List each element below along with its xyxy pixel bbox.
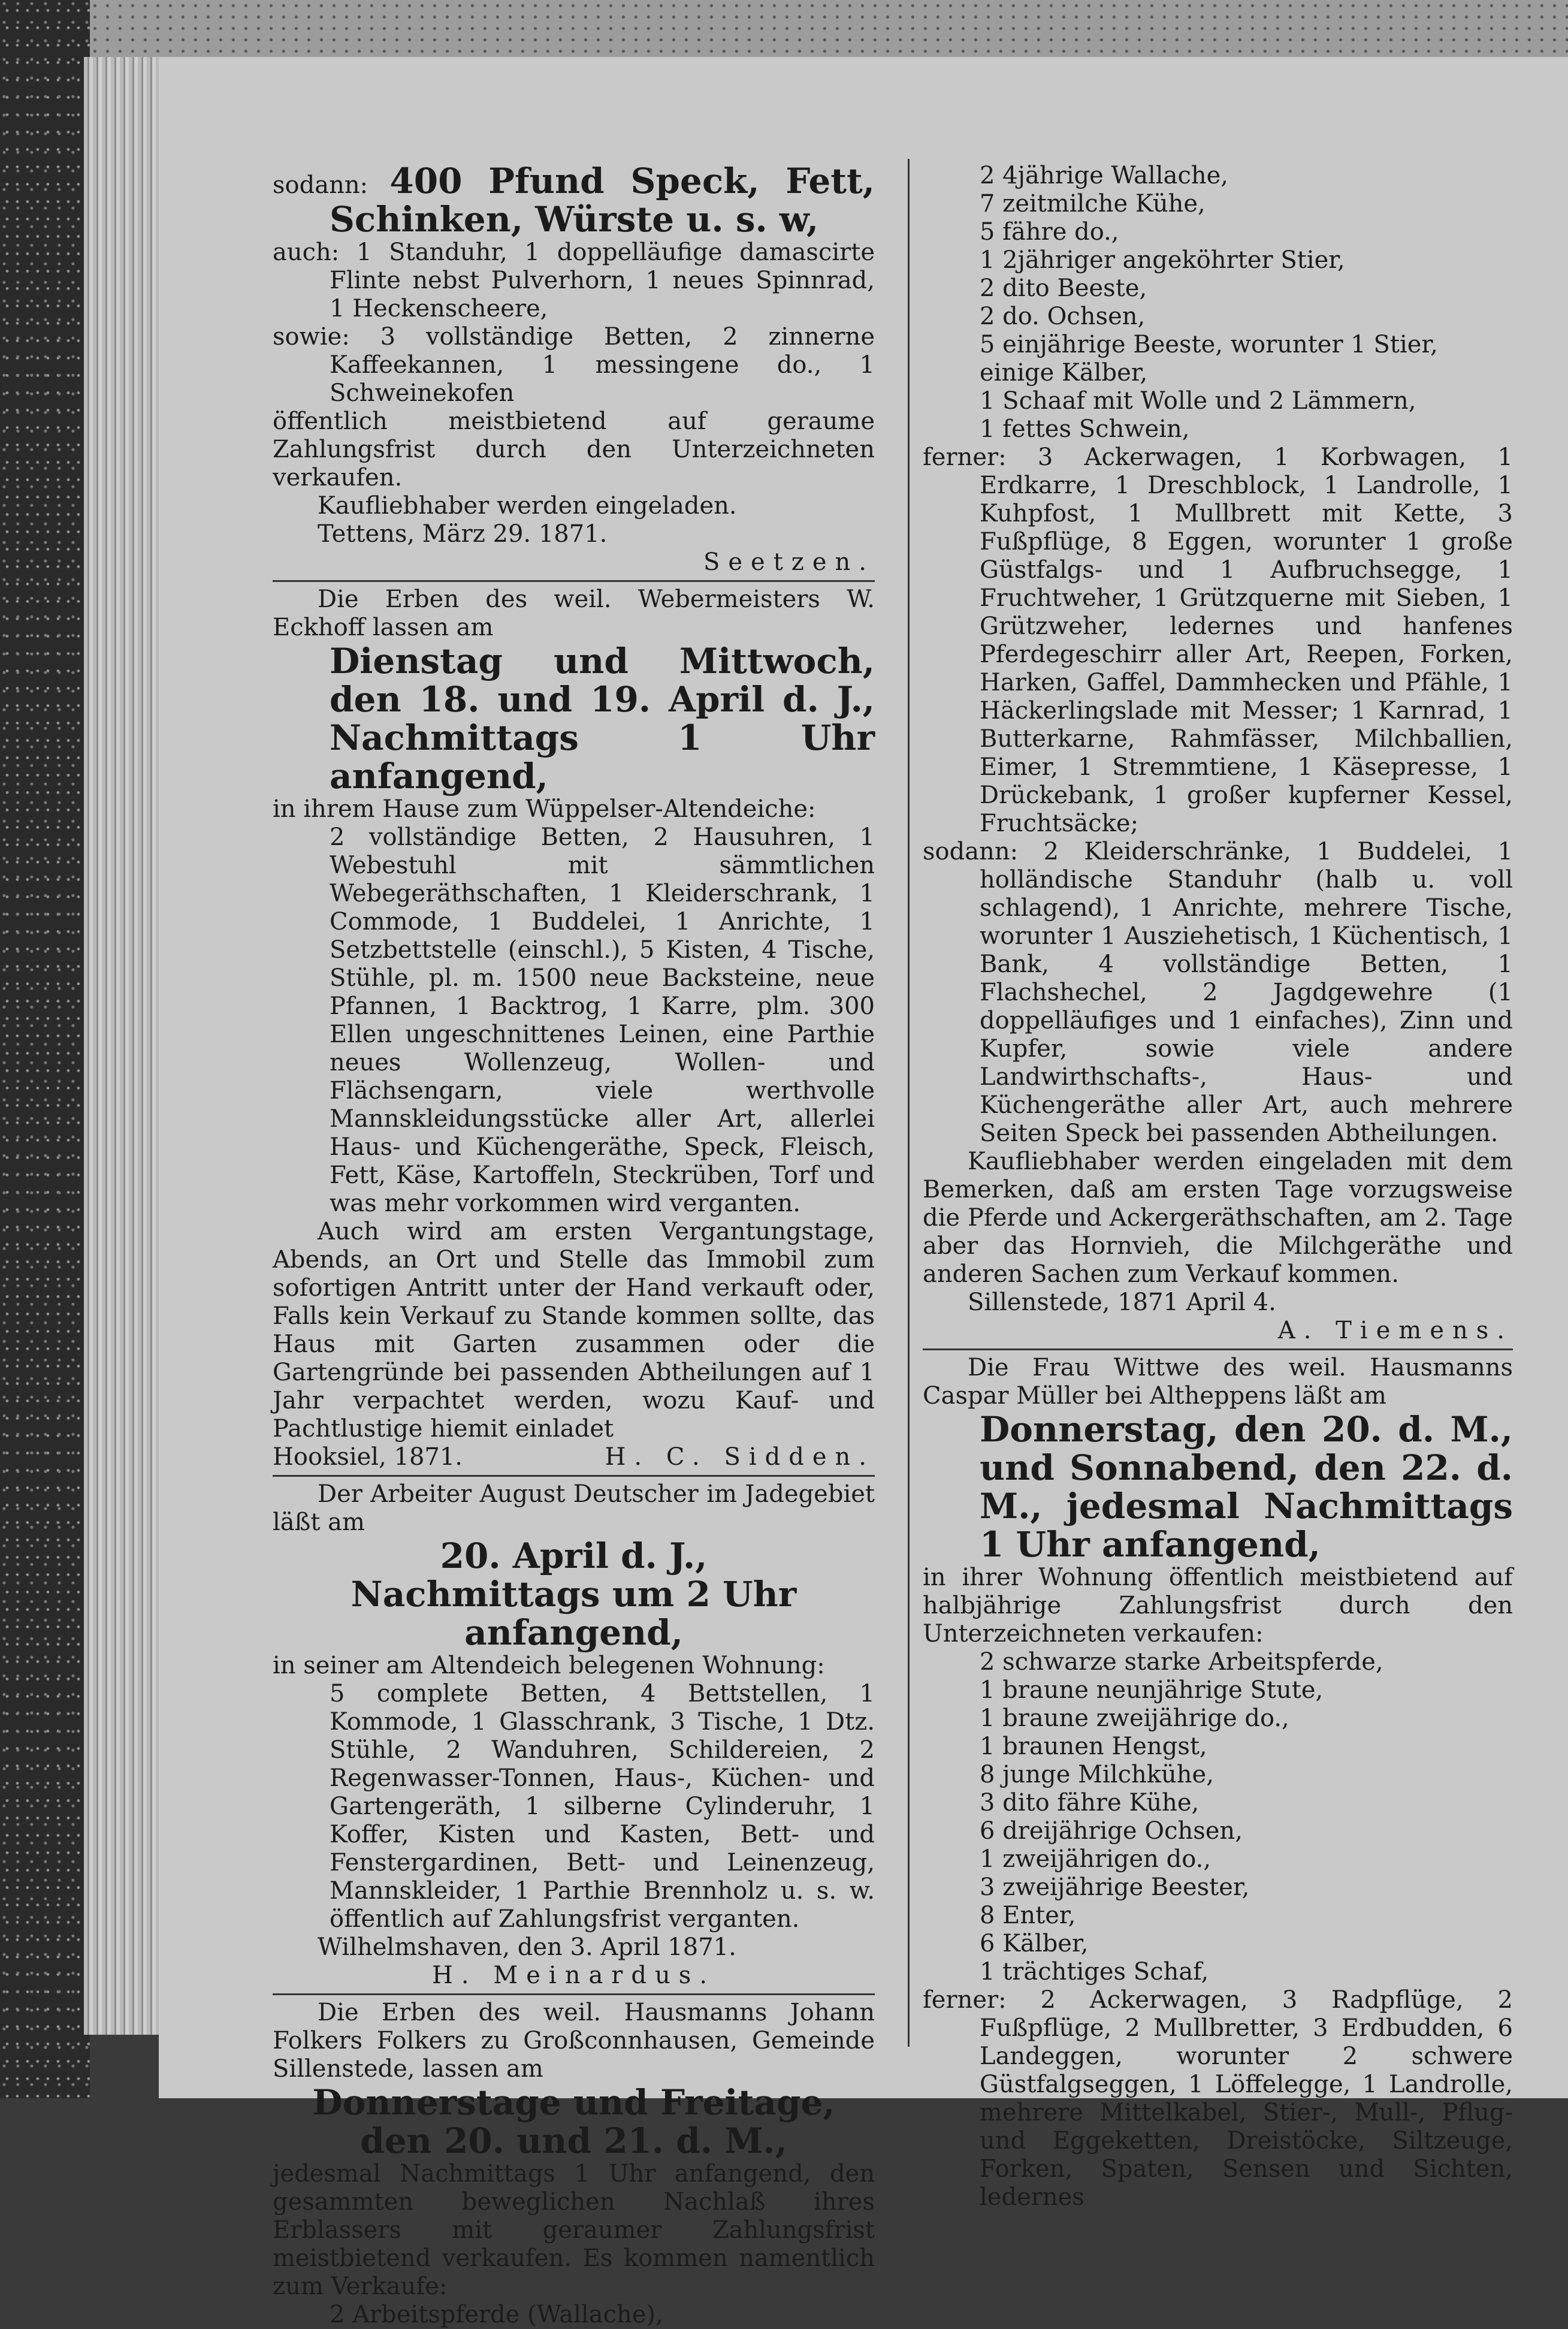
book-edge-top [90, 0, 1568, 57]
notice-headline-2: den 20. und 21. d. M., [360, 2120, 787, 2161]
list-item: 1 fettes Schwein, [980, 415, 1190, 443]
list-item: 2 do. Ochsen, [980, 303, 1146, 330]
signature: Seetzen. [703, 548, 875, 576]
notice-seetzen [273, 162, 875, 577]
notice-folkers [273, 1999, 875, 2329]
notice-text: Kaufliebhaber werden eingeladen mit dem Bemerken, daß am ersten Tage vorzugsweise die Pferde und Ackergeräthschaften, am 2. Tage aber das Hornvieh, die Milchgeräthe und anderen Sachen zum Verkauf kommen. [923, 1148, 1513, 1288]
notice-text: in ihrer Wohnung öffentlich meistbietend auf halbjährige Zahlungsfrist durch den Unterzeichneten verkaufen: [923, 1564, 1513, 1648]
list-item: 1 braune neunjährige Stute, [980, 1676, 1324, 1704]
list-item: 3 zweijährige Beester, [980, 1874, 1250, 1901]
list-item: 1 Schaaf mit Wolle und 2 Lämmern, [980, 387, 1416, 415]
place-date: Sillenstede, 1871 April 4. [968, 1289, 1276, 1316]
book-edge-left [0, 0, 90, 2098]
sale-text: öffentlich meistbietend auf geraume Zahlungsfrist durch den Unterzeichneten verkaufen. [273, 408, 875, 491]
notice-headline: 20. April d. J., [440, 1535, 708, 1576]
list-item: 8 Enter, [980, 1902, 1076, 1929]
notice-location: in ihrem Hause zum Wüppelser-Altendeiche: [273, 795, 816, 823]
list-item: 6 dreijährige Ochsen, [980, 1817, 1243, 1845]
list-item: 5 einjährige Beeste, worunter 1 Stier, [980, 331, 1438, 358]
livestock-list [923, 162, 1513, 444]
notice-headline: Donnerstag, den 20. d. M., und Sonnabend, den 22. d. M., jedesmal Nachmittags 1 Uhr anfangend, [980, 1409, 1513, 1565]
ferner-list: ferner: 2 Ackerwagen, 3 Radpflüge, 2 Fußpflüge, 2 Mullbretter, 3 Erdbudden, 6 Landeggen, worunter 2 schwere Güstfalgseggen, 1 Löffelegge, 1 Landrolle, mehrere Mittelkabel, Stier-, Mull-, Pflug- und Eggeketten, Dreistöcke, Siltzeuge, Forken, Spaten, Sensen und Sichten, ledernes [923, 1986, 1513, 2211]
notice-divider [273, 1475, 875, 1477]
notice-headline: Dienstag und Mittwoch, den 18. und 19. April d. J., Nachmittags 1 Uhr anfangend, [330, 641, 875, 797]
notice-text: jedesmal Nachmittags 1 Uhr anfangend, den gesammten beweglichen Nachlaß ihres Erblassers mit geraumer Zahlungsfrist meistbietend verkaufen. Es kommen namentlich zum Verkaufe: [273, 2160, 875, 2300]
signature: H. Meinardus. [431, 1962, 716, 1989]
list-item: 1 braune zweijährige do., [980, 1704, 1289, 1732]
notice-mueller [923, 1354, 1513, 2212]
list-item: 3 dito fähre Kühe, [980, 1789, 1200, 1817]
list-item: 1 2jähriger angeköhrter Stier, [980, 246, 1345, 274]
list-item: 8 junge Milchkühe, [980, 1761, 1214, 1788]
notice-location: in seiner am Altendeich belegenen Wohnung: [273, 1652, 825, 1679]
notice-tiemens [923, 162, 1513, 1345]
notice-deutscher [273, 1480, 875, 1990]
page-stack [84, 57, 162, 2035]
list-item: 2 schwarze starke Arbeitspferde, [980, 1648, 1383, 1676]
ferner-list: ferner: 3 Ackerwagen, 1 Korbwagen, 1 Erdkarre, 1 Dreschblock, 1 Landrolle, 1 Kuhpfost, 1 Mullbrett mit Kette, 3 Fußpflüge, 8 Eggen, worunter 1 große Güstfalgs- und 1 Aufbruchsegge, 1 Fruchtweher, 1 Grützquerne mit Sieben, 1 Grützweher, ledernes und hanfenes Pferdegeschirr aller Art, Reepen, Forken, Harken, Gaffel, Dammhecken und Pfähle, 1 Häckerlingslade mit Messer; 1 Karnrad, 1 Butterkarne, Rahmfässer, Milchballien, Eimer, 1 Stremmtiene, 1 Käsepresse, 1 Drückebank, 1 großer kupferner Kessel, Fruchtsäcke; [923, 444, 1513, 837]
notice-intro: Die Erben des weil. Hausmanns Johann Folkers Folkers zu Großconnhausen, Gemeinde Sillenstede, lassen am [273, 1999, 875, 2083]
place-date: Hooksiel, 1871. [273, 1443, 463, 1471]
livestock-list [923, 1648, 1513, 1986]
list-item: 1 zweijährigen do., [980, 1845, 1212, 1873]
notice-text: Auch wird am ersten Vergantungstage, Abends, an Ort und Stelle das Immobil zum sofortigen Antritt unter der Hand verkauft oder, Falls kein Verkauf zu Stande kommen sollte, das Haus mit Garten zusammen oder die Gartengründe bei passenden Abtheilungen auf 1 Jahr verpachtet werden, wozu Kauf- und Pachtlustige hiemit einladet [273, 1218, 875, 1443]
sodann-headline: 400 Pfund Speck, Fett, Schinken, Würste u. s. w, [330, 161, 875, 240]
notice-divider [273, 580, 875, 582]
signature: A. Tiemens. [1277, 1317, 1513, 1344]
list-item: 5 fähre do., [980, 218, 1119, 246]
sodann-list: sodann: 2 Kleiderschränke, 1 Buddelei, 1 holländische Standuhr (halb u. voll schlagend), 1 Anrichte, mehrere Tische, worunter 1 Ausziehetisch, 1 Küchentisch, 1 Bank, 4 vollständige Betten, 1 Flachshechel, 2 Jagdgewehre (1 doppelläufiges und 1 einfaches), Zinn und Kupfer, sowie viele andere Landwirthschafts-, Haus- und Küchengeräthe aller Art, auch mehrere Seiten Speck bei passenden Abtheilungen. [923, 838, 1513, 1147]
left-column [273, 162, 875, 2329]
notice-intro: Die Frau Wittwe des weil. Hausmanns Caspar Müller bei Altheppens läßt am [923, 1354, 1513, 1410]
list-item: einige Kälber, [980, 359, 1148, 387]
list-item: 2 4jährige Wallache, [980, 162, 1228, 189]
notice-intro: Die Erben des weil. Webermeisters W. Eckhoff lassen am [273, 586, 875, 641]
notice-headline-2: Nachmittags um 2 Uhr anfangend, [351, 1574, 797, 1653]
list-item: 6 Kälber, [980, 1930, 1089, 1957]
item-list: 5 complete Betten, 4 Bettstellen, 1 Kommode, 1 Glasschrank, 3 Tische, 1 Dtz. Stühle, 2 Wanduhren, Schildereien, 2 Regenwasser-Tonnen, Haus-, Küchen- und Gartengeräth, 1 silberne Cylinderuhr, 1 Koffer, Kisten und Kasten, Bett- und Fenstergardinen, Bett- und Leinenzeug, Mannskleider, 1 Parthie Brennholz u. s. w. öffentlich auf Zahlungsfrist verganten. [330, 1680, 875, 1933]
place-date: Tettens, März 29. 1871. [318, 520, 608, 548]
place-date: Wilhelmshaven, den 3. April 1871. [318, 1933, 736, 1961]
invite-text: Kaufliebhaber werden eingeladen. [318, 492, 737, 520]
list-item: 7 zeitmilche Kühe, [980, 190, 1206, 218]
signature: H. C. Sidden. [605, 1443, 875, 1471]
item-line: 2 Arbeitspferde (Wallache), [330, 2301, 663, 2328]
list-item: 1 braunen Hengst, [980, 1733, 1207, 1760]
column-divider [908, 159, 910, 2047]
notice-intro: Der Arbeiter August Deutscher im Jadegebiet läßt am [273, 1480, 875, 1536]
notice-eckhoff [273, 586, 875, 1471]
notice-divider [273, 1993, 875, 1995]
auch-line: auch: 1 Standuhr, 1 doppelläufige damascirte Flinte nebst Pulverhorn, 1 neues Spinnrad, 1 Heckenscheere, [273, 239, 875, 322]
notice-divider [923, 1348, 1513, 1350]
sowie-line: sowie: 3 vollständige Betten, 2 zinnerne Kaffeekannen, 1 messingene do., 1 Schweinekofen [273, 323, 875, 407]
item-list: 2 vollständige Betten, 2 Hausuhren, 1 Webestuhl mit sämmtlichen Webegeräthschaften, 1 Kleiderschrank, 1 Commode, 1 Buddelei, 1 Anrichte, 1 Setzbettstelle (einschl.), 5 Kisten, 4 Tische, Stühle, pl. m. 1500 neue Backsteine, neue Pfannen, 1 Backtrog, 1 Karre, plm. 300 Ellen ungeschnittenes Leinen, eine Parthie neues Wollenzeug, Wollen- und Flächsengarn, viele werthvolle Mannskleidungsstücke aller Art, allerlei Haus- und Küchengeräthe, Speck, Fleisch, Fett, Käse, Kartoffeln, Steckrüben, Torf und was mehr vorkommen wird verganten. [330, 823, 875, 1217]
right-column [923, 162, 1513, 2212]
list-item: 2 dito Beeste, [980, 274, 1147, 302]
notice-headline: Donnerstage und Freitage, [312, 2082, 835, 2123]
sodann-lead: sodann: [273, 171, 368, 199]
list-item: 1 trächtiges Schaf, [980, 1958, 1209, 1986]
